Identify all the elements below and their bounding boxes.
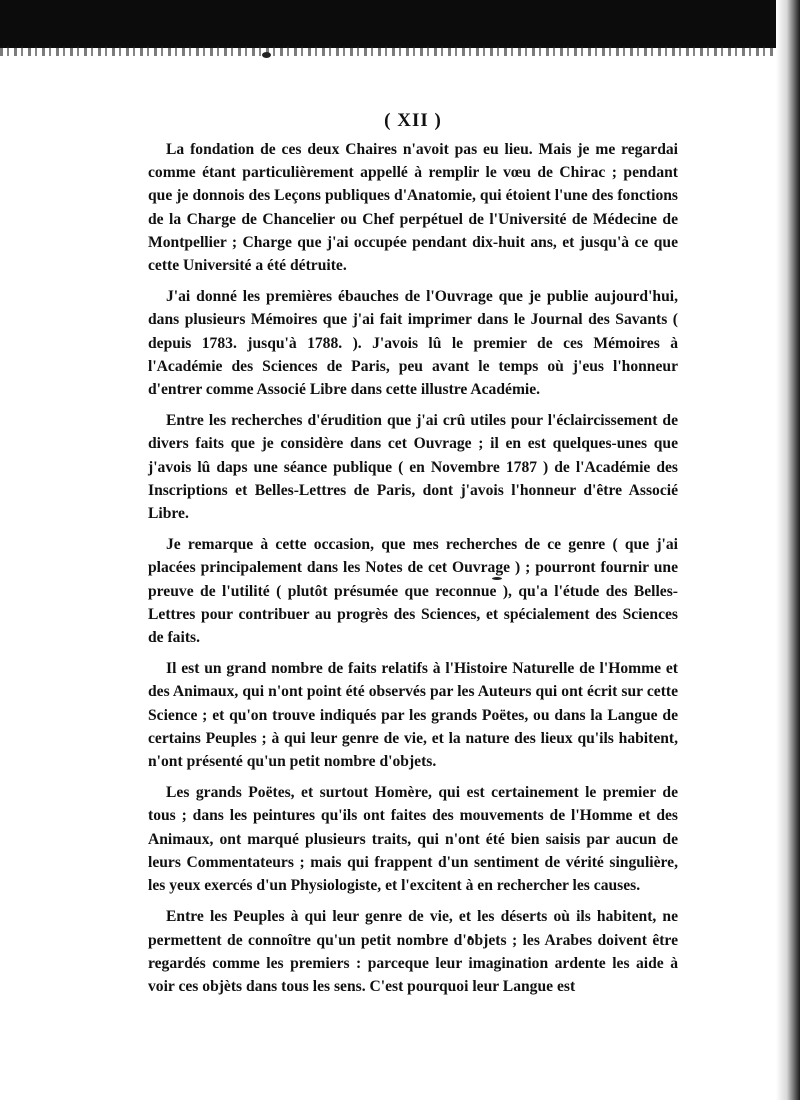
paragraph: Je remarque à cette occasion, que mes recherches de ce genre ( que j'ai placées principalement dans les Notes de cet Ouvrage ) ; pourront fournir une preuve de l'utilité ( plutôt présumée que reconnue ), qu'a l'étude des Belles-Lettres pour contribuer au progrès des Sciences, et spécialement des Sciences de faits. <box>148 536 678 647</box>
paragraph: Entre les Peuples à qui leur genre de vie, et les déserts où ils habitent, ne permettent de connoître qu'un petit nombre d'objets ; les Arabes doivent être regardés comme les premiers : parceque leur imagination ardente les aide à voir ces objèts dans tous les sens. C'est pourquoi leur Langue est <box>148 908 678 995</box>
paragraph: Les grands Poëtes, et surtout Homère, qui est certainement le premier de tous ; dans les peintures qu'ils ont faites des mouvements de l'Homme et des Animaux, ont marqué plusieurs traits, qui n'ont été bien saisis par aucun de leurs Commentateurs ; mais qui frappent d'un sentiment de vérité singulière, les yeux exercés d'un Physiologiste, et l'excitent à en rechercher les causes. <box>148 784 678 895</box>
document-page <box>148 110 678 1006</box>
scan-right-edge <box>776 0 800 1100</box>
scan-top-border <box>0 0 800 48</box>
paragraph: Il est un grand nombre de faits relatifs à l'Histoire Naturelle de l'Homme et des Animaux, qui n'ont point été observés par les Auteurs qui ont écrit sur cette Science ; et qu'on trouve indiqués par les grands Poëtes, ou dans la Langue de certains Peuples ; à qui leur genre de vie, et la nature des lieux qu'ils habitent, n'ont présenté qu'un petit nombre d'objets. <box>148 660 678 771</box>
paragraph: J'ai donné les premières ébauches de l'Ouvrage que je publie aujourd'hui, dans plusieurs Mémoires que j'ai fait imprimer dans le Journal des Savants ( depuis 1783. jusqu'à 1788. ). J'avois lû le premier de ces Mémoires à l'Académie des Sciences de Paris, peu avant le temps où j'eus l'honneur d'entrer comme Associé Libre dans cette illustre Académie. <box>148 288 678 399</box>
paragraph: La fondation de ces deux Chaires n'avoit pas eu lieu. Mais je me regardai comme étant particulièrement appellé à remplir le vœu de Chirac ; pendant que je donnois des Leçons publiques d'Anatomie, qui étoient l'une des fonctions de la Charge de Chancelier ou Chef perpétuel de l'Université de Médecine de Montpellier ; Charge que j'ai occupée pendant dix-huit ans, et jusqu'à ce que cette Université a été détruite. <box>148 141 678 275</box>
scan-speck <box>262 52 271 58</box>
paragraph: Entre les recherches d'érudition que j'ai crû utiles pour l'éclaircissement de divers faits que je considère dans cet Ouvrage ; il en est quelques-unes que j'avois lû daps une séance publique ( en Novembre 1787 ) de l'Académie des Inscriptions et Belles-Lettres de Paris, dont j'avois l'honneur d'être Associé Libre. <box>148 412 678 523</box>
page-number: ( XII ) <box>384 110 442 131</box>
